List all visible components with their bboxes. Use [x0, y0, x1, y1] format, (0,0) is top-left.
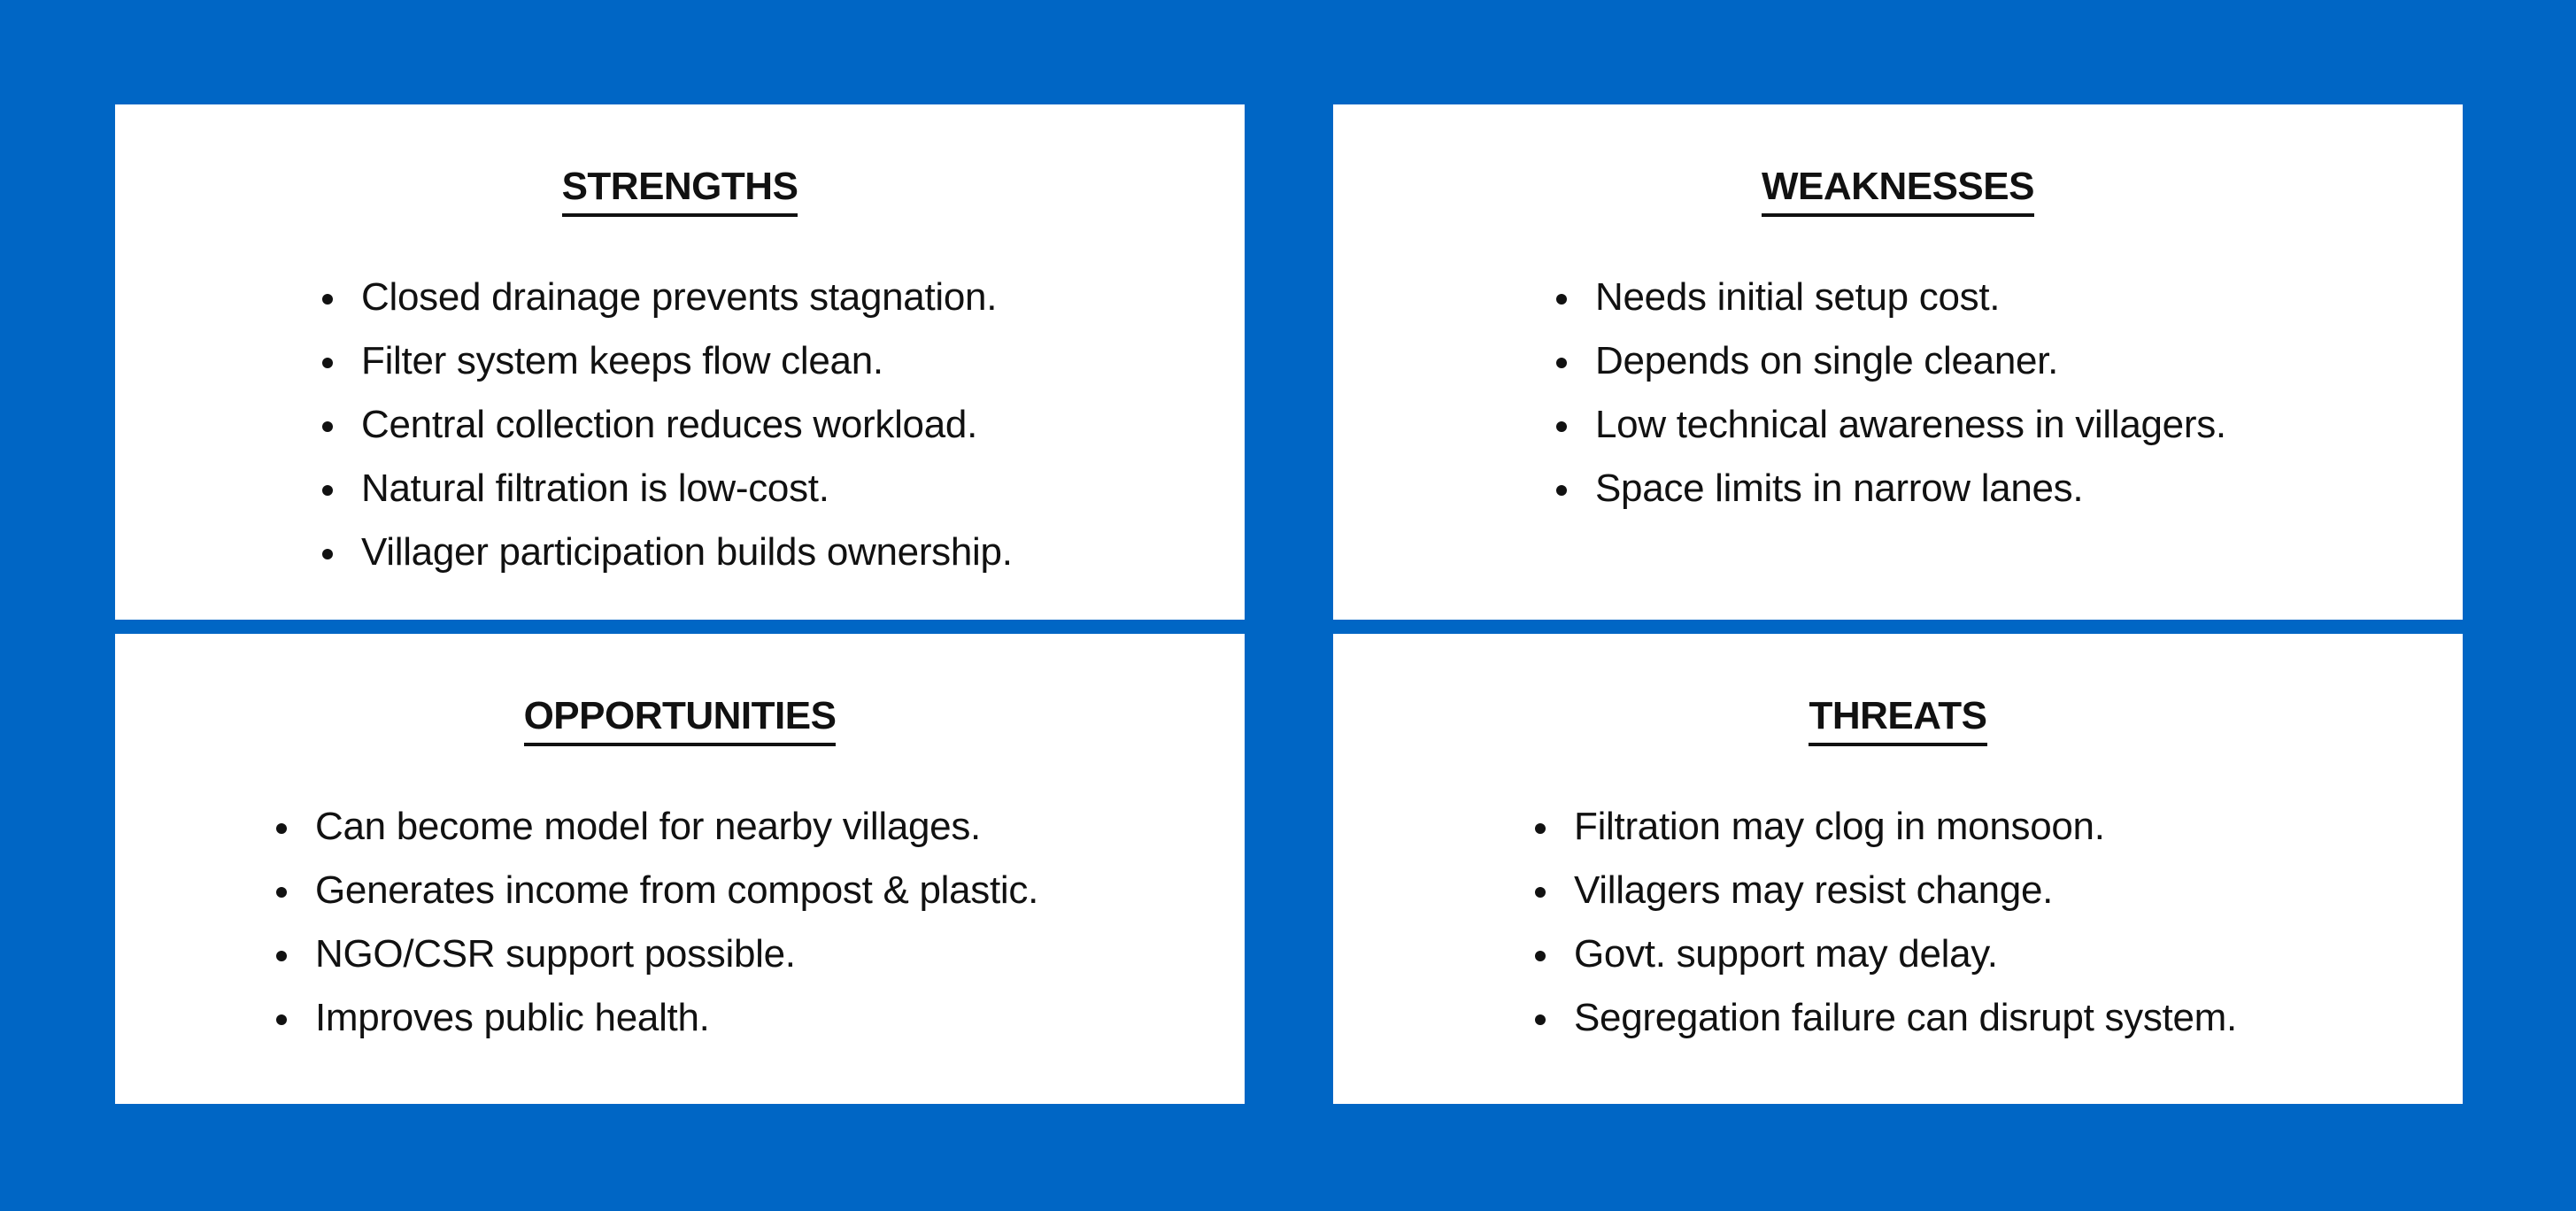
list-item: Closed drainage prevents stagnation. [319, 266, 1013, 329]
list-item: Villagers may resist change. [1531, 859, 2237, 922]
opportunities-title: OPPORTUNITIES [115, 690, 1245, 746]
list-item: Can become model for nearby villages. [273, 795, 1038, 859]
list-item: Needs initial setup cost. [1553, 266, 2226, 329]
threats-card [1333, 634, 2463, 1104]
list-item: NGO/CSR support possible. [273, 922, 1038, 986]
strengths-card [115, 104, 1245, 620]
strengths-title: STRENGTHS [115, 161, 1245, 217]
list-item: Villager participation builds ownership. [319, 521, 1013, 584]
strengths-list [319, 266, 1013, 584]
list-item: Natural filtration is low-cost. [319, 457, 1013, 521]
threats-title: THREATS [1333, 690, 2463, 746]
list-item: Depends on single cleaner. [1553, 329, 2226, 393]
list-item: Govt. support may delay. [1531, 922, 2237, 986]
list-item: Filter system keeps flow clean. [319, 329, 1013, 393]
opportunities-list [273, 795, 1038, 1050]
weaknesses-card [1333, 104, 2463, 620]
list-item: Segregation failure can disrupt system. [1531, 986, 2237, 1050]
weaknesses-title: WEAKNESSES [1333, 161, 2463, 217]
list-item: Low technical awareness in villagers. [1553, 393, 2226, 457]
list-item: Improves public health. [273, 986, 1038, 1050]
list-item: Filtration may clog in monsoon. [1531, 795, 2237, 859]
weaknesses-list [1553, 266, 2226, 521]
opportunities-card [115, 634, 1245, 1104]
list-item: Generates income from compost & plastic. [273, 859, 1038, 922]
list-item: Central collection reduces workload. [319, 393, 1013, 457]
threats-list [1531, 795, 2237, 1050]
list-item: Space limits in narrow lanes. [1553, 457, 2226, 521]
